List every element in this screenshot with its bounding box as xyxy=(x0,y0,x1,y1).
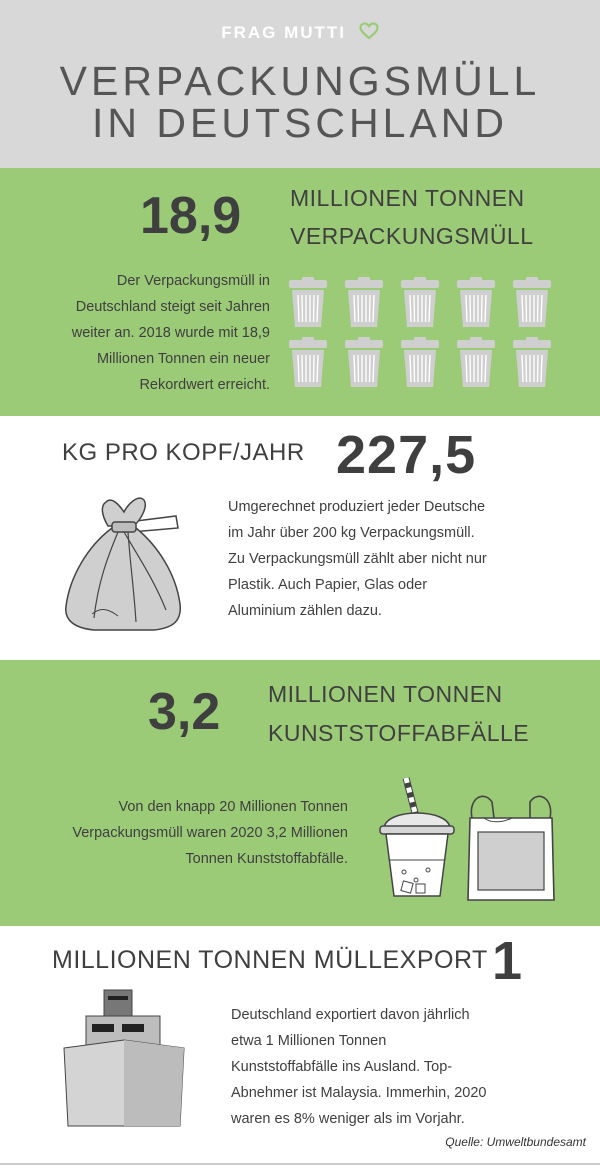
text-line: waren es 8% weniger als im Vorjahr. xyxy=(231,1111,465,1127)
brand xyxy=(0,22,600,45)
trash-bin-icon xyxy=(400,276,440,328)
trash-bin-icon xyxy=(512,276,552,328)
trash-bin-icon xyxy=(512,336,552,388)
page-title-line-2: IN DEUTSCHLAND xyxy=(92,100,508,146)
trash-bin-grid xyxy=(288,276,558,394)
trash-bin-icon xyxy=(344,276,384,328)
text-line: Millionen Tonnen ein neuer xyxy=(96,351,270,367)
trash-bin-icon xyxy=(456,336,496,388)
trash-bin-icon xyxy=(400,336,440,388)
text-line: Deutschland steigt seit Jahren xyxy=(75,299,270,315)
text-line: Der Verpackungsmüll in xyxy=(116,273,270,289)
stat-description xyxy=(14,794,348,872)
stat-label-line-2: VERPACKUNGSMÜLL xyxy=(290,223,534,249)
text-line: Von den knapp 20 Millionen Tonnen xyxy=(118,799,348,815)
stat-description xyxy=(20,268,270,398)
text-line: im Jahr über 200 kg Verpackungsmüll. xyxy=(228,525,475,541)
section-plastic-waste xyxy=(0,660,600,926)
stat-number: 3,2 xyxy=(148,683,221,741)
garbage-bag-icon xyxy=(58,486,188,636)
text-line: weiter an. 2018 wurde mit 18,9 xyxy=(71,325,270,341)
stat-label: MILLIONEN TONNEN MÜLLEXPORT xyxy=(52,946,488,974)
heart-icon xyxy=(359,22,379,45)
section-packaging-waste xyxy=(0,168,600,416)
text-line: Tonnen Kunststoffabfälle. xyxy=(185,851,348,867)
page-title-line-1: VERPACKUNGSMÜLL xyxy=(59,58,541,104)
text-line: Deutschland exportiert davon jährlich xyxy=(231,1007,470,1023)
trash-bin-icon xyxy=(344,336,384,388)
stat-number: 1 xyxy=(492,931,523,991)
trash-bin-icon xyxy=(288,276,328,328)
stat-description xyxy=(231,1002,591,1132)
text-line: Plastik. Auch Papier, Glas oder xyxy=(228,577,428,593)
stat-label-line-1: MILLIONEN TONNEN xyxy=(268,681,503,707)
header xyxy=(0,0,600,168)
text-line: Umgerechnet produziert jeder Deutsche xyxy=(228,499,486,515)
ship-icon xyxy=(60,988,200,1138)
section-export xyxy=(0,926,600,1169)
stat-label: KG PRO KOPF/JAHR xyxy=(62,439,305,466)
text-line: Zu Verpackungsmüll zählt aber nicht nur xyxy=(228,551,487,567)
source-note: Quelle: Umweltbundesamt xyxy=(445,1135,586,1149)
brand-name: FRAG MUTTI xyxy=(221,22,347,42)
trash-bin-icon xyxy=(288,336,328,388)
text-line: Rekordwert erreicht. xyxy=(139,377,270,393)
section-per-capita xyxy=(0,416,600,660)
bottom-divider xyxy=(0,1163,600,1165)
trash-bin-icon xyxy=(456,276,496,328)
text-line: Abnehmer ist Malaysia. Immerhin, 2020 xyxy=(231,1085,487,1101)
text-line: Verpackungsmüll waren 2020 3,2 Millionen xyxy=(72,825,348,841)
stat-label-line-1: MILLIONEN TONNEN xyxy=(290,185,525,211)
stat-label-line-2: KUNSTSTOFFABFÄLLE xyxy=(268,720,530,746)
stat-description xyxy=(228,494,588,624)
plastic-bag-icon xyxy=(464,788,558,906)
stat-number: 18,9 xyxy=(140,187,242,245)
text-line: etwa 1 Millionen Tonnen xyxy=(231,1033,387,1049)
text-line: Aluminium zählen dazu. xyxy=(228,603,382,619)
plastic-cup-icon xyxy=(376,772,458,902)
stat-number: 227,5 xyxy=(336,425,477,485)
text-line: Kunststoffabfälle ins Ausland. Top- xyxy=(231,1059,453,1075)
